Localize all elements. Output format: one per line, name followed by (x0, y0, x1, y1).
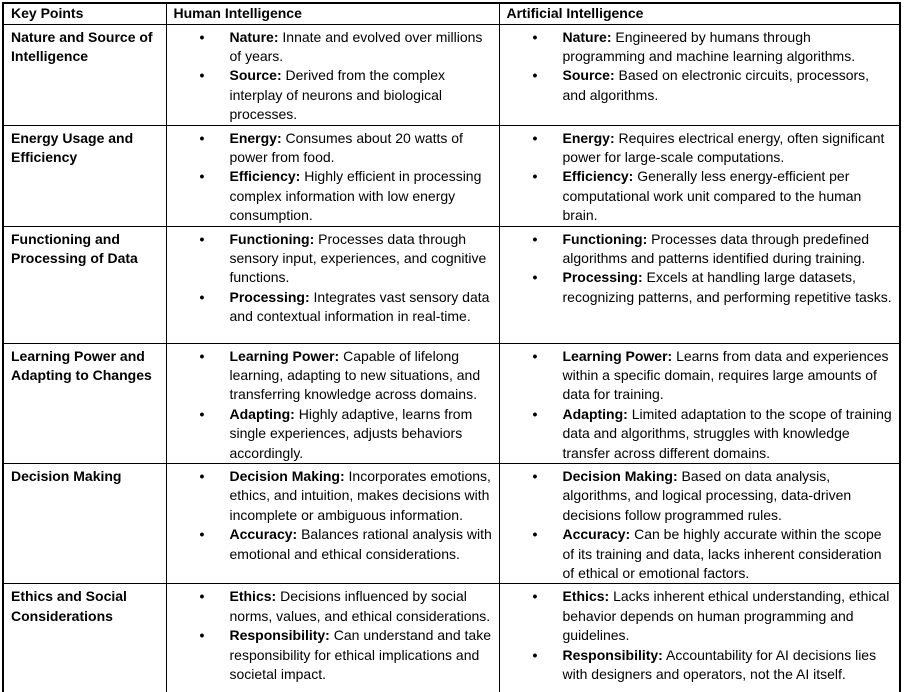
bullet-text: Limited adaptation to the scope of training data and algorithms, struggles with knowledge transfer across different domains. (562, 405, 892, 461)
table-row (3, 464, 900, 584)
bullet-icon: • (199, 230, 205, 247)
bullet-text: Learns from data and experiences within a specific domain, requires large amounts of data for training. (562, 347, 889, 403)
bullet-label: Decision Making: (229, 468, 345, 484)
bullet-text: Derived from the complex interplay of neurons and biological processes. (229, 67, 446, 123)
bullet-text: Decisions influenced by social norms, values, and ethical considerations. (229, 588, 491, 624)
list-item (500, 268, 894, 307)
bullet-text: Balances rational analysis with emotional and ethical considerations. (229, 526, 492, 562)
bullet-text: Incorporates emotions, ethics, and intuition, makes decisions with incomplete or ambiguous information. (229, 468, 491, 523)
bullet-label: Adapting: (562, 405, 628, 422)
bullet-text: Requires electrical energy, often significant power for large-scale computations. (562, 129, 885, 165)
bullet-content (563, 231, 870, 266)
list-item (500, 66, 894, 105)
key-point-cell: Ethics and Social Considerations (3, 584, 166, 692)
bullet-text: Integrates vast sensory data and contextual information in real-time. (229, 288, 490, 325)
bullet-icon: • (532, 588, 538, 605)
bullet-text: Accountability for AI decisions lies with designers and operators, not the AI itself. (562, 646, 877, 683)
bullet-label: Ethics: (229, 588, 277, 605)
bullet-label: Energy: (229, 129, 282, 146)
list-item (167, 587, 493, 626)
bullet-content (230, 67, 446, 122)
bullet-text: Highly adaptive, learns from single experiences, adjusts behaviors accordingly. (229, 405, 473, 461)
bullet-icon: • (532, 646, 538, 663)
column-header-human-intelligence: Human Intelligence (166, 3, 499, 24)
list-item (167, 129, 493, 168)
bullet-label: Learning Power: (562, 347, 673, 364)
bullet-label: Responsibility: (229, 627, 330, 644)
bullet-text: Generally less energy-efficient per computational work unit compared to the human brain. (562, 168, 862, 224)
bullet-icon: • (532, 269, 538, 286)
bullet-label: Learning Power: (229, 347, 340, 364)
key-point-cell: Learning Power and Adapting to Changes (3, 343, 166, 463)
bullet-label: Processing: (229, 288, 310, 305)
bullet-content (230, 627, 491, 682)
table-row (3, 125, 900, 226)
bullet-icon: • (532, 67, 538, 84)
bullet-icon: • (199, 526, 205, 543)
bullet-content (563, 29, 856, 64)
human-intelligence-cell (166, 24, 499, 125)
bullet-text: Engineered by humans through programming and machine learning algorithms. (562, 28, 856, 64)
bullet-icon: • (199, 168, 205, 185)
bullet-label: Decision Making: (562, 468, 678, 484)
list-item (500, 467, 894, 525)
bullet-text: Capable of lifelong learning, adapting to new situations, and transferring knowledge across domains. (229, 347, 481, 403)
key-point-cell: Decision Making (3, 464, 166, 584)
bullet-list (500, 230, 894, 308)
bullet-label: Adapting: (229, 405, 295, 422)
bullet-list (167, 467, 493, 564)
bullet-label: Responsibility: (562, 646, 663, 663)
bullet-label: Accuracy: (229, 526, 298, 543)
bullet-label: Nature: (562, 28, 612, 45)
column-header-artificial-intelligence: Artificial Intelligence (499, 3, 900, 24)
bullet-list (500, 347, 894, 463)
bullet-content (230, 406, 473, 461)
bullet-icon: • (199, 288, 205, 305)
column-header-key-points: Key Points (3, 3, 166, 24)
table-row (3, 226, 900, 343)
bullet-list (167, 347, 493, 463)
table-row (3, 24, 900, 125)
artificial-intelligence-cell (499, 343, 900, 463)
bullet-content (230, 588, 491, 623)
bullet-list (500, 129, 894, 226)
bullet-icon: • (199, 627, 205, 644)
bullet-icon: • (199, 129, 205, 146)
list-item (167, 230, 493, 288)
bullet-content (563, 647, 877, 682)
artificial-intelligence-cell (499, 464, 900, 584)
list-item (500, 405, 894, 463)
bullet-icon: • (532, 168, 538, 185)
list-item (167, 467, 493, 525)
key-point-cell: Energy Usage and Efficiency (3, 125, 166, 226)
table-row (3, 343, 900, 463)
list-item (500, 525, 894, 583)
bullet-icon: • (532, 347, 538, 364)
comparison-table (2, 2, 901, 692)
list-item (167, 405, 493, 463)
list-item (500, 230, 894, 269)
bullet-content (230, 468, 491, 523)
header-row (3, 3, 900, 24)
bullet-label: Accuracy: (562, 526, 631, 543)
key-point-cell: Nature and Source of Intelligence (3, 24, 166, 125)
bullet-icon: • (532, 526, 538, 543)
bullet-label: Energy: (562, 129, 615, 146)
human-intelligence-cell (166, 584, 499, 692)
bullet-label: Efficiency: (562, 168, 634, 185)
bullet-icon: • (199, 588, 205, 605)
bullet-icon: • (199, 28, 205, 45)
bullet-list (167, 129, 493, 226)
bullet-content (563, 168, 862, 223)
bullet-content (563, 269, 892, 304)
bullet-text: Processes data through sensory input, experiences, and cognitive functions. (229, 230, 487, 286)
bullet-label: Source: (562, 67, 615, 84)
human-intelligence-cell (166, 343, 499, 463)
list-item (500, 587, 894, 645)
bullet-label: Processing: (562, 269, 643, 286)
bullet-text: Processes data through predefined algorithms and patterns identified during training. (562, 230, 870, 266)
bullet-text: Innate and evolved over millions of years. (229, 28, 483, 64)
bullet-label: Source: (229, 67, 282, 84)
bullet-text: Can be highly accurate within the scope of its training and data, lacks inherent consideration of ethical or emotional factors. (562, 526, 882, 582)
artificial-intelligence-cell (499, 24, 900, 125)
table-row (3, 584, 900, 692)
bullet-text: Based on data analysis, algorithms, and logical processing, data-driven decisions follow programmed rules. (562, 468, 852, 523)
bullet-content (563, 468, 852, 523)
list-item (500, 347, 894, 405)
bullet-icon: • (532, 405, 538, 422)
artificial-intelligence-cell (499, 226, 900, 343)
bullet-icon: • (532, 230, 538, 247)
bullet-label: Nature: (229, 28, 279, 45)
list-item (167, 525, 493, 564)
bullet-icon: • (199, 67, 205, 84)
bullet-content (563, 130, 885, 165)
list-item (167, 28, 493, 67)
bullet-content (230, 168, 482, 223)
human-intelligence-cell (166, 226, 499, 343)
bullet-text: Consumes about 20 watts of power from food. (229, 129, 463, 165)
bullet-list (167, 587, 493, 684)
bullet-icon: • (532, 28, 538, 45)
bullet-text: Can understand and take responsibility for ethical implications and societal impact. (229, 627, 491, 683)
bullet-content (563, 588, 890, 643)
bullet-icon: • (532, 468, 538, 484)
bullet-content (230, 231, 487, 286)
bullet-content (563, 526, 882, 581)
artificial-intelligence-cell (499, 584, 900, 692)
bullet-content (563, 348, 889, 403)
list-item (167, 66, 493, 124)
list-item (500, 28, 894, 67)
bullet-text: Excels at handling large datasets, recognizing patterns, and performing repetitive tasks. (562, 269, 892, 305)
bullet-content (230, 526, 492, 561)
bullet-icon: • (199, 347, 205, 364)
bullet-content (563, 67, 870, 102)
list-item (167, 167, 493, 225)
list-item (500, 646, 894, 685)
key-point-cell: Functioning and Processing of Data (3, 226, 166, 343)
bullet-label: Functioning: (562, 230, 648, 247)
human-intelligence-cell (166, 125, 499, 226)
bullet-list (167, 230, 493, 327)
bullet-list (167, 28, 493, 125)
list-item (167, 626, 493, 684)
bullet-text: Lacks inherent ethical understanding, ethical behavior depends on human programming and guidelines. (562, 588, 890, 644)
list-item (167, 347, 493, 405)
bullet-text: Highly efficient in processing complex information with low energy consumption. (229, 168, 482, 224)
artificial-intelligence-cell (499, 125, 900, 226)
bullet-list (500, 587, 894, 684)
list-item (167, 288, 493, 327)
bullet-text: Based on electronic circuits, processors, and algorithms. (562, 67, 870, 103)
bullet-content (230, 289, 490, 324)
bullet-label: Functioning: (229, 230, 315, 247)
list-item (500, 167, 894, 225)
bullet-content (230, 130, 463, 165)
bullet-list (500, 28, 894, 106)
bullet-content (563, 406, 892, 461)
bullet-label: Efficiency: (229, 168, 301, 185)
bullet-icon: • (199, 468, 205, 484)
human-intelligence-cell (166, 464, 499, 584)
list-item (500, 129, 894, 168)
bullet-content (230, 29, 483, 64)
bullet-label: Ethics: (562, 588, 610, 605)
bullet-content (230, 348, 481, 403)
bullet-icon: • (532, 129, 538, 146)
bullet-list (500, 467, 894, 583)
bullet-icon: • (199, 405, 205, 422)
